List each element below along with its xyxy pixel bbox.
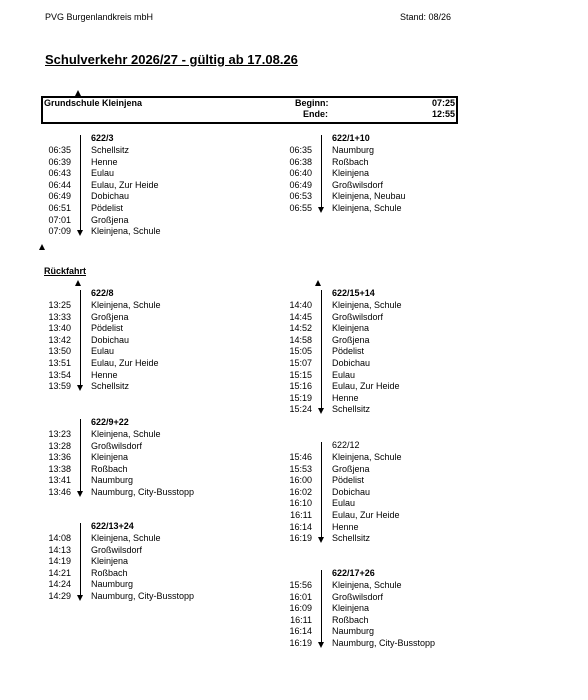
stop-name: Pödelist <box>91 203 124 213</box>
stop-time: 06:44 <box>48 179 71 190</box>
stop-time: 16:00 <box>289 475 312 486</box>
direction-line <box>80 523 81 595</box>
stop-name: Großwilsdorf <box>91 440 143 451</box>
stop-time: 06:49 <box>289 179 312 190</box>
stop-name: Kleinjena, Neubau <box>332 191 406 202</box>
stop-time: 16:10 <box>289 498 312 509</box>
stop-name: Großjena <box>332 334 370 345</box>
stop-name: Eulau <box>332 498 356 509</box>
stop-name: Dobichau <box>91 334 130 345</box>
stop-name: Kleinjena, Schule <box>332 300 402 310</box>
stop-time: 06:35 <box>289 145 312 155</box>
trip-code: 622/15+14 <box>332 288 375 298</box>
direction-line <box>321 442 322 537</box>
end-label: Ende: <box>303 109 329 119</box>
stop-time: 06:55 <box>289 203 312 213</box>
stop-name: Naumburg <box>332 145 375 155</box>
stop-time: 15:15 <box>289 369 312 380</box>
stop-name: Henne <box>332 392 359 403</box>
trip-code: 622/17+26 <box>332 568 375 578</box>
up-arrow-icon <box>39 244 45 250</box>
stop-time: 15:46 <box>289 452 312 462</box>
stop-time: 16:19 <box>289 533 312 544</box>
stop-time: 07:01 <box>48 214 71 225</box>
stop-name: Kleinjena, Schule <box>332 203 402 213</box>
stop-name: Großwilsdorf <box>332 591 384 602</box>
stop-time: 13:40 <box>48 323 71 334</box>
stop-time: 14:45 <box>289 311 312 322</box>
stop-name: Naumburg, City-Busstopp <box>332 638 436 648</box>
stop-name: Großjena <box>91 311 129 322</box>
stop-time: 16:11 <box>290 510 312 520</box>
stop-name: Roßbach <box>332 614 369 625</box>
stop-name: Kleinjena, Schule <box>91 429 161 439</box>
stop-name: Naumburg, City-Busstopp <box>91 487 195 497</box>
stop-time: 14:21 <box>48 567 71 578</box>
stop-time: 06:51 <box>48 203 71 213</box>
school-name: Grundschule Kleinjena <box>44 98 143 108</box>
stop-name: Eulau <box>91 346 115 357</box>
direction-line <box>321 135 322 207</box>
stop-name: Kleinjena, Schule <box>91 533 161 543</box>
stop-time: 06:49 <box>48 191 71 202</box>
stop-name: Kleinjena, Schule <box>332 580 402 590</box>
down-arrow-icon <box>318 537 324 543</box>
stop-time: 13:42 <box>48 334 71 345</box>
stop-name: Großjena <box>91 214 129 225</box>
stop-name: Kleinjena <box>332 168 370 179</box>
stop-time: 14:13 <box>48 544 71 555</box>
stop-time: 13:25 <box>48 300 71 310</box>
stop-time: 13:54 <box>48 369 71 380</box>
stop-time: 16:09 <box>289 603 312 614</box>
stop-time: 13:23 <box>48 429 71 439</box>
direction-line <box>80 290 81 385</box>
stop-name: Naumburg <box>91 579 134 590</box>
direction-line <box>80 135 81 230</box>
stop-time: 13:59 <box>48 381 71 392</box>
stop-name: Roßbach <box>332 156 369 167</box>
stop-name: Eulau, Zur Heide <box>332 510 400 520</box>
stop-time: 15:05 <box>289 346 312 357</box>
stop-time: 16:19 <box>289 638 312 648</box>
company-name: PVG Burgenlandkreis mbH <box>45 12 154 22</box>
stop-name: Henne <box>91 369 118 380</box>
stop-name: Kleinjena <box>91 556 129 567</box>
trip-code: 622/3 <box>91 133 114 143</box>
stop-time: 14:40 <box>289 300 312 310</box>
stop-name: Dobichau <box>91 191 130 202</box>
end-time: 12:55 <box>431 109 455 119</box>
down-arrow-icon <box>318 408 324 414</box>
stop-time: 13:33 <box>48 311 71 322</box>
direction-line <box>80 419 81 491</box>
stop-time: 06:40 <box>289 168 312 179</box>
stop-time: 13:46 <box>48 487 71 497</box>
stop-name: Eulau, Zur Heide <box>332 381 400 392</box>
stop-time: 06:35 <box>48 145 71 155</box>
stop-name: Henne <box>332 521 359 532</box>
page-title: Schulverkehr 2026/27 - gültig ab 17.08.26 <box>45 52 298 67</box>
direction-line <box>321 570 322 642</box>
stop-time: 15:16 <box>289 381 312 392</box>
stop-name: Eulau <box>91 168 115 179</box>
down-arrow-icon <box>77 595 83 601</box>
stop-time: 15:07 <box>289 358 312 368</box>
stop-name: Eulau, Zur Heide <box>91 358 159 368</box>
stop-name: Kleinjena <box>332 323 370 334</box>
up-arrow-icon <box>75 280 81 286</box>
stop-time: 13:51 <box>48 358 71 368</box>
stop-name: Großwilsdorf <box>332 179 384 190</box>
down-arrow-icon <box>318 642 324 648</box>
stop-time: 14:29 <box>48 591 71 601</box>
down-arrow-icon <box>77 230 83 236</box>
stop-time: 13:50 <box>48 346 71 357</box>
stop-name: Kleinjena <box>91 452 129 463</box>
down-arrow-icon <box>318 207 324 213</box>
stop-name: Pödelist <box>91 323 124 334</box>
stop-name: Kleinjena, Schule <box>332 452 402 462</box>
stop-name: Roßbach <box>91 567 128 578</box>
stop-name: Dobichau <box>332 486 371 497</box>
stop-name: Eulau, Zur Heide <box>91 179 159 190</box>
down-arrow-icon <box>77 385 83 391</box>
stop-name: Roßbach <box>91 463 128 474</box>
stop-name: Kleinjena, Schule <box>91 226 161 237</box>
rueckfahrt-heading: Rückfahrt <box>44 266 87 276</box>
trip-code: 622/8 <box>91 288 114 298</box>
stop-time: 14:08 <box>48 533 71 543</box>
stop-name: Naumburg, City-Busstopp <box>91 591 195 601</box>
stop-name: Großwilsdorf <box>332 311 384 322</box>
stop-time: 13:41 <box>48 475 71 486</box>
stop-time: 14:24 <box>48 579 71 590</box>
trip-code: 622/1+10 <box>332 133 370 143</box>
direction-line <box>321 290 322 408</box>
stop-time: 06:38 <box>289 156 312 167</box>
begin-label: Beginn: <box>295 98 329 108</box>
stop-name: Kleinjena <box>332 603 370 614</box>
stop-name: Dobichau <box>332 358 371 368</box>
stop-time: 15:53 <box>289 463 312 474</box>
stop-time: 16:01 <box>289 591 312 602</box>
stop-time: 07:09 <box>48 226 71 237</box>
trip-code: 622/13+24 <box>91 521 134 531</box>
stop-name: Schellsitz <box>332 404 371 415</box>
stop-time: 13:38 <box>48 463 71 474</box>
trip-code: 622/9+22 <box>91 417 129 427</box>
stop-time: 16:14 <box>289 521 312 532</box>
stop-name: Henne <box>91 156 118 167</box>
stop-time: 06:43 <box>48 168 71 179</box>
stop-name: Naumburg <box>332 626 375 637</box>
stop-time: 15:24 <box>289 404 312 415</box>
school-box <box>41 96 458 124</box>
stop-time: 16:14 <box>289 626 312 637</box>
stop-time: 14:52 <box>289 323 312 334</box>
stop-time: 06:53 <box>289 191 312 202</box>
stop-name: Naumburg <box>91 475 134 486</box>
stop-time: 13:28 <box>48 440 71 451</box>
stop-name: Schellsitz <box>91 381 130 392</box>
stop-name: Großjena <box>332 463 370 474</box>
stop-time: 14:58 <box>289 334 312 345</box>
stop-name: Pödelist <box>332 475 365 486</box>
trip-code: 622/12 <box>332 440 360 450</box>
begin-time: 07:25 <box>431 98 455 108</box>
stop-name: Eulau <box>332 369 356 380</box>
stop-time: 06:39 <box>48 156 71 167</box>
up-arrow-icon <box>315 280 321 286</box>
stop-name: Pödelist <box>332 346 365 357</box>
stop-time: 15:56 <box>289 580 312 590</box>
stop-name: Schellsitz <box>332 533 371 544</box>
stand-date: Stand: 08/26 <box>399 12 451 22</box>
stop-time: 16:02 <box>289 486 312 497</box>
stop-name: Großwilsdorf <box>91 544 143 555</box>
stop-time: 14:19 <box>48 556 71 567</box>
stop-time: 15:19 <box>289 392 312 403</box>
stop-name: Schellsitz <box>91 145 130 155</box>
stop-time: 16:11 <box>290 614 312 625</box>
stop-time: 13:36 <box>48 452 71 463</box>
down-arrow-icon <box>77 491 83 497</box>
stop-name: Kleinjena, Schule <box>91 300 161 310</box>
